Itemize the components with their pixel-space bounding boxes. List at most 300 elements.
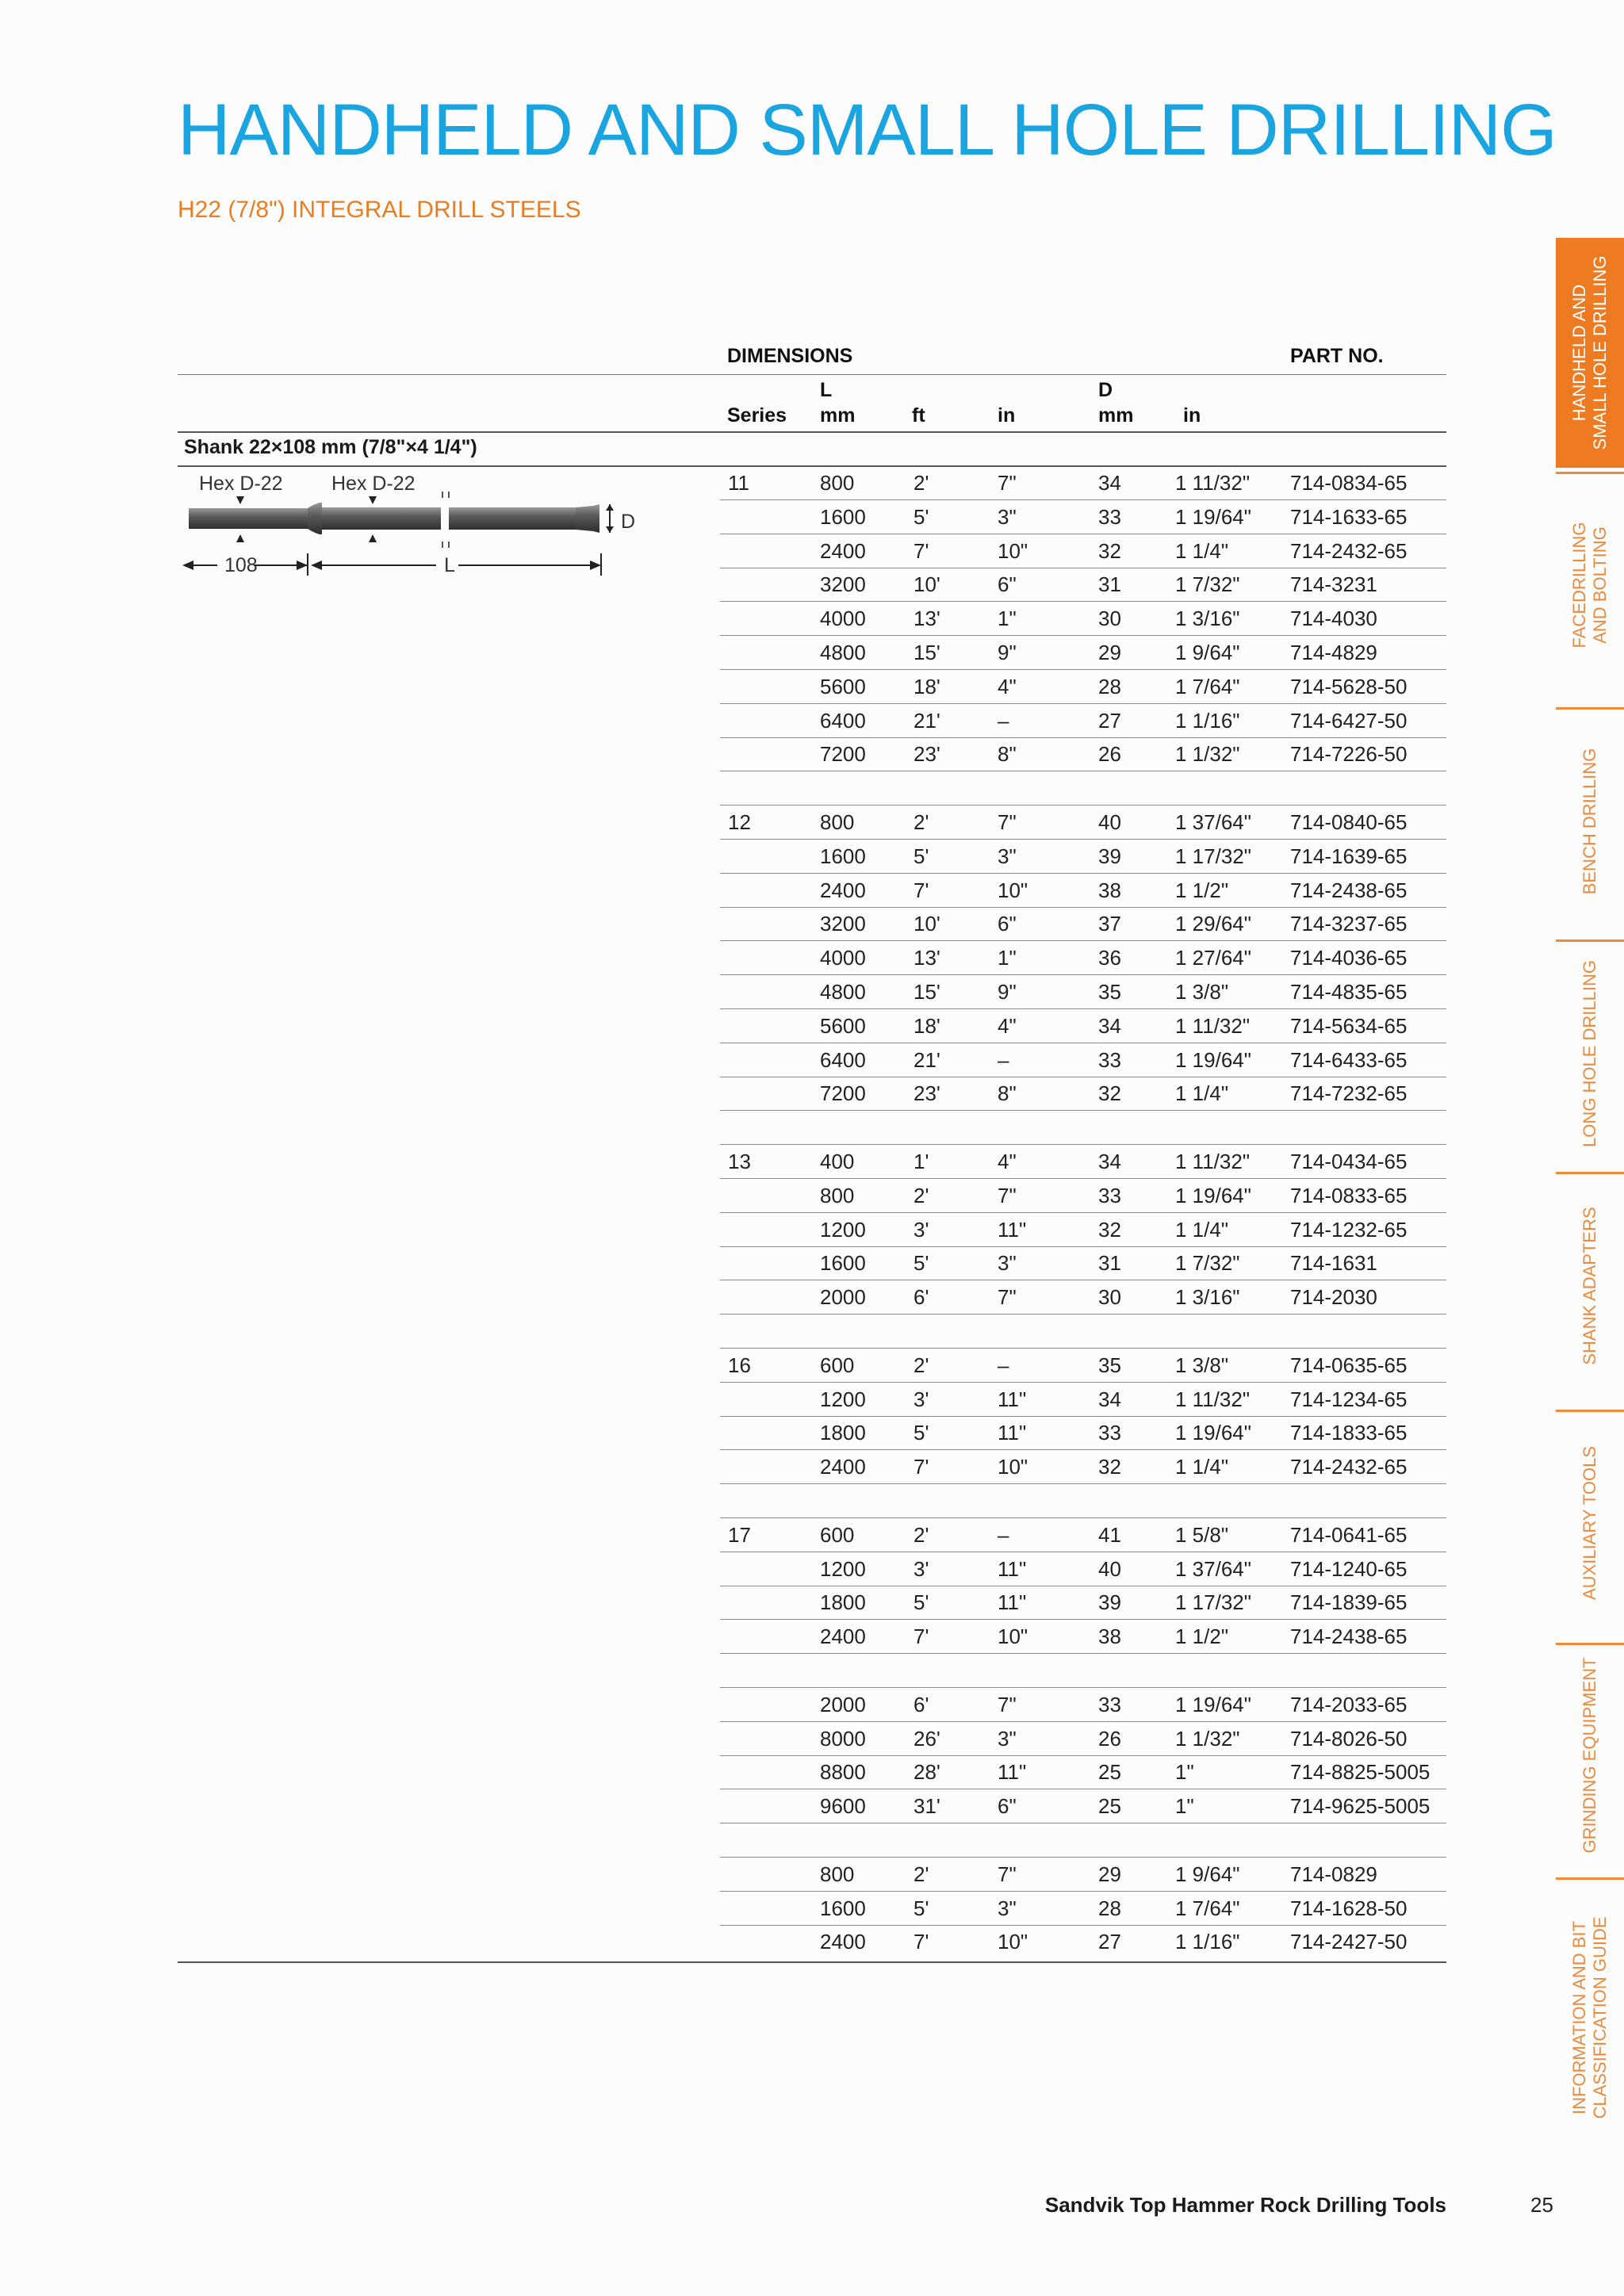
length-in-cell: 7": [998, 1183, 1017, 1207]
diameter-in-cell: 1 27/64": [1175, 946, 1251, 970]
length-mm-cell: 2400: [820, 538, 866, 563]
diameter-in-cell: 1 3/8": [1175, 980, 1229, 1004]
diameter-in-cell: 1 17/32": [1175, 844, 1251, 868]
part-no-cell: 714-0833-65: [1290, 1183, 1408, 1207]
part-no-cell: 714-1628-50: [1290, 1896, 1408, 1920]
length-mm-cell: 9600: [820, 1794, 866, 1819]
page-title: HANDHELD AND SMALL HOLE DRILLING: [178, 90, 1557, 170]
length-mm-cell: 1600: [820, 1251, 866, 1276]
series-cell: 13: [728, 1150, 751, 1173]
length-mm-cell: 600: [820, 1353, 855, 1377]
diameter-mm-cell: 26: [1098, 742, 1121, 767]
length-in-cell: 1": [998, 946, 1017, 970]
part-no-cell: 714-0829: [1290, 1862, 1377, 1886]
length-mm-cell: 1600: [820, 1896, 866, 1920]
part-no-cell: 714-0434-65: [1290, 1150, 1408, 1173]
table-row-divider: [720, 1416, 1446, 1417]
page-subtitle: H22 (7/8") INTEGRAL DRILL STEELS: [178, 197, 581, 223]
diameter-in-cell: 1 9/64": [1175, 641, 1240, 664]
diameter-in-cell: 1 19/64": [1175, 1421, 1251, 1445]
section-tab[interactable]: [1556, 707, 1624, 933]
table-row-divider: [720, 907, 1446, 908]
series-cell: 16: [728, 1353, 751, 1377]
diameter-in-cell: 1 7/64": [1175, 1896, 1240, 1920]
page-number: 25: [1530, 2193, 1553, 2217]
table-row-divider: [720, 1755, 1446, 1756]
length-mm-cell: 1200: [820, 1387, 866, 1411]
diameter-mm-cell: 33: [1098, 1421, 1121, 1445]
part-no-cell: 714-1633-65: [1290, 504, 1408, 529]
part-no-cell: 714-2432-65: [1290, 1455, 1408, 1479]
diameter-in-cell: 1 37/64": [1175, 810, 1251, 834]
length-mm-cell: 3200: [820, 912, 866, 936]
length-mm-cell: 1800: [820, 1590, 866, 1615]
diameter-in-cell: 1 1/2": [1175, 878, 1229, 902]
length-mm-cell: 7200: [820, 1081, 866, 1106]
diameter-mm-header: mm: [1098, 404, 1134, 427]
diameter-mm-cell: 37: [1098, 912, 1121, 936]
length-in-cell: 6": [998, 572, 1017, 597]
table-row-divider: [720, 499, 1446, 500]
header-divider: [178, 374, 1446, 375]
length-ft-cell: 7': [914, 878, 929, 902]
table-row-divider: [720, 1178, 1446, 1179]
part-no-header: PART NO.: [1290, 345, 1384, 367]
diameter-in-header: in: [1183, 404, 1201, 427]
table-row-divider: [720, 1382, 1446, 1383]
length-in-cell: –: [998, 1353, 1009, 1377]
length-mm-cell: 2400: [820, 1930, 866, 1954]
part-no-cell: 714-2033-65: [1290, 1692, 1408, 1716]
diameter-mm-cell: 33: [1098, 504, 1121, 529]
diameter-in-cell: 1 1/16": [1175, 708, 1240, 733]
section-tab-label: AUXILIARY TOOLS: [1580, 1445, 1599, 1601]
length-mm-cell: 1600: [820, 504, 866, 529]
part-no-cell: 714-4835-65: [1290, 980, 1408, 1004]
table-row-divider: [720, 703, 1446, 704]
length-in-cell: 11": [998, 1556, 1027, 1581]
length-ft-cell: 7': [914, 1930, 929, 1954]
diameter-mm-cell: 28: [1098, 674, 1121, 698]
diameter-mm-cell: 34: [1098, 1013, 1121, 1038]
diameter-in-cell: 1 17/32": [1175, 1590, 1251, 1615]
length-ft-cell: 3': [914, 1217, 929, 1242]
part-no-cell: 714-5628-50: [1290, 674, 1408, 698]
diameter-mm-cell: 40: [1098, 810, 1121, 834]
length-mm-cell: 4000: [820, 946, 866, 970]
diameter-mm-cell: 33: [1098, 1692, 1121, 1716]
length-ft-cell: 13': [914, 946, 940, 970]
length-l-label: L: [444, 554, 455, 576]
length-in-header: in: [998, 404, 1016, 427]
length-ft-cell: 23': [914, 1081, 940, 1106]
length-ft-cell: 13': [914, 607, 940, 631]
table-row-divider: [720, 1144, 1446, 1145]
diameter-mm-cell: 34: [1098, 1387, 1121, 1411]
diameter-mm-cell: 31: [1098, 1251, 1121, 1276]
diameter-in-cell: 1 1/4": [1175, 1455, 1229, 1479]
table-row-divider: [720, 669, 1446, 670]
diameter-in-cell: 1 19/64": [1175, 1183, 1251, 1207]
length-ft-cell: 23': [914, 742, 940, 767]
table-row-divider: [720, 1517, 1446, 1518]
part-no-cell: 714-1639-65: [1290, 844, 1408, 868]
length-ft-cell: 5': [914, 844, 929, 868]
series-header: Series: [727, 404, 787, 427]
part-no-cell: 714-1631: [1290, 1251, 1377, 1276]
length-ft-cell: 26': [914, 1726, 940, 1751]
length-in-cell: 7": [998, 471, 1017, 495]
part-no-cell: 714-1234-65: [1290, 1387, 1408, 1411]
diameter-in-cell: 1 7/64": [1175, 674, 1240, 698]
diameter-mm-cell: 27: [1098, 708, 1121, 733]
length-mm-cell: 400: [820, 1150, 855, 1173]
section-tab[interactable]: [1556, 472, 1624, 695]
length-ft-cell: 2': [914, 1522, 929, 1547]
length-in-cell: 6": [998, 912, 1017, 936]
length-ft-cell: 2': [914, 1183, 929, 1207]
part-no-cell: 714-6433-65: [1290, 1047, 1408, 1072]
table-row-divider: [720, 1619, 1446, 1620]
diameter-mm-cell: 39: [1098, 844, 1121, 868]
table-row-divider: [720, 1891, 1446, 1892]
diameter-label: D: [621, 511, 636, 533]
length-ft-cell: 1': [914, 1150, 929, 1173]
length-mm-cell: 2400: [820, 1624, 866, 1649]
section-tab[interactable]: [1556, 1410, 1624, 1634]
part-no-cell: 714-0635-65: [1290, 1353, 1408, 1377]
part-no-cell: 714-9625-5005: [1290, 1794, 1431, 1819]
length-ft-cell: 28': [914, 1760, 940, 1785]
length-mm-cell: 8800: [820, 1760, 866, 1785]
part-no-cell: 714-3231: [1290, 572, 1377, 597]
length-mm-cell: 6400: [820, 1047, 866, 1072]
length-ft-cell: 6': [914, 1285, 929, 1310]
diameter-in-cell: 1 37/64": [1175, 1556, 1251, 1581]
length-in-cell: 7": [998, 1692, 1017, 1716]
length-mm-cell: 7200: [820, 742, 866, 767]
diameter-in-cell: 1 11/32": [1175, 1150, 1251, 1173]
length-in-cell: 8": [998, 1081, 1017, 1106]
part-no-cell: 714-2432-65: [1290, 538, 1408, 563]
length-in-cell: 4": [998, 1013, 1017, 1038]
length-mm-cell: 2400: [820, 1455, 866, 1479]
length-in-cell: 10": [998, 878, 1028, 902]
length-ft-cell: 31': [914, 1794, 940, 1819]
diameter-in-cell: 1 1/4": [1175, 538, 1229, 563]
length-mm-cell: 2400: [820, 878, 866, 902]
length-in-cell: 10": [998, 1455, 1028, 1479]
diameter-mm-cell: 33: [1098, 1183, 1121, 1207]
section-tab-label: HANDHELD AND SMALL HOLE DRILLING: [1569, 255, 1610, 450]
length-ft-cell: 6': [914, 1692, 929, 1716]
diameter-in-cell: 1 1/32": [1175, 742, 1240, 767]
part-no-cell: 714-2427-50: [1290, 1930, 1408, 1954]
length-mm-cell: 800: [820, 1183, 855, 1207]
part-no-cell: 714-0834-65: [1290, 471, 1408, 495]
length-ft-cell: 5': [914, 1896, 929, 1920]
diameter-mm-cell: 36: [1098, 946, 1121, 970]
length-mm-cell: 4000: [820, 607, 866, 631]
series-cell: 11: [728, 471, 749, 495]
part-no-cell: 714-2438-65: [1290, 878, 1408, 902]
table-row-divider: [720, 839, 1446, 840]
diameter-in-cell: 1 1/16": [1175, 1930, 1240, 1954]
part-no-cell: 714-4030: [1290, 607, 1377, 631]
diameter-in-cell: 1": [1175, 1760, 1194, 1785]
diameter-mm-cell: 40: [1098, 1556, 1121, 1581]
diameter-in-cell: 1 11/32": [1175, 1013, 1251, 1038]
length-ft-cell: 10': [914, 912, 940, 936]
section-tab-label: GRINDING EQUIPMENT: [1580, 1657, 1599, 1853]
length-in-cell: 3": [998, 1896, 1017, 1920]
diameter-in-cell: 1 3/16": [1175, 607, 1240, 631]
length-in-cell: 9": [998, 980, 1017, 1004]
table-row-divider: [720, 805, 1446, 806]
section-tab[interactable]: [1556, 1643, 1624, 1865]
part-no-cell: 714-8825-5005: [1290, 1760, 1431, 1785]
length-ft-cell: 21': [914, 1047, 940, 1072]
section-tab[interactable]: [1556, 1172, 1624, 1398]
length-mm-cell: 1600: [820, 844, 866, 868]
length-mm-cell: 5600: [820, 1013, 866, 1038]
diameter-in-cell: 1 7/32": [1175, 1251, 1240, 1276]
part-no-cell: 714-0840-65: [1290, 810, 1408, 834]
length-ft-cell: 5': [914, 1590, 929, 1615]
length-ft-cell: 2': [914, 471, 929, 495]
length-108-label: 108: [224, 554, 258, 576]
length-ft-cell: 18': [914, 674, 940, 698]
header-bottom-rule: [178, 431, 1446, 433]
section-tab-label: BENCH DRILLING: [1580, 748, 1599, 895]
table-row-divider: [720, 1857, 1446, 1858]
length-in-cell: 1": [998, 607, 1017, 631]
diameter-mm-cell: 26: [1098, 1726, 1121, 1751]
diameter-mm-cell: 29: [1098, 641, 1121, 664]
part-no-cell: 714-2030: [1290, 1285, 1377, 1310]
length-mm-cell: 4800: [820, 980, 866, 1004]
table-row-divider: [720, 974, 1446, 975]
length-in-cell: 8": [998, 742, 1017, 767]
length-in-cell: 3": [998, 504, 1017, 529]
length-in-cell: 10": [998, 1624, 1028, 1649]
series-cell: 17: [728, 1522, 751, 1547]
table-row-divider: [720, 1721, 1446, 1722]
length-ft-cell: 5': [914, 504, 929, 529]
length-ft-cell: 21': [914, 708, 940, 733]
table-row-divider: [720, 601, 1446, 602]
section-tab-label: INFORMATION AND BIT CLASSIFICATION GUIDE: [1569, 1915, 1610, 2119]
length-mm-cell: 2000: [820, 1285, 866, 1310]
part-no-cell: 714-1240-65: [1290, 1556, 1408, 1581]
length-mm-cell: 800: [820, 471, 855, 495]
drill-steel-diagram: [181, 466, 672, 589]
table-row-divider: [720, 1449, 1446, 1450]
diameter-mm-cell: 41: [1098, 1522, 1121, 1547]
length-in-cell: 7": [998, 1285, 1017, 1310]
diameter-mm-cell: 28: [1098, 1896, 1121, 1920]
diameter-mm-cell: 35: [1098, 980, 1121, 1004]
shank-label: Shank 22×108 mm (7/8"×4 1/4"): [184, 436, 477, 458]
length-in-cell: 11": [998, 1421, 1027, 1445]
length-in-cell: –: [998, 708, 1009, 733]
length-mm-cell: 600: [820, 1522, 855, 1547]
diameter-mm-cell: 32: [1098, 1081, 1121, 1106]
table-row-divider: [720, 1925, 1446, 1926]
diameter-in-cell: 1 1/4": [1175, 1217, 1229, 1242]
length-ft-cell: 7': [914, 538, 929, 563]
table-row-divider: [720, 1653, 1446, 1654]
length-ft-cell: 7': [914, 1455, 929, 1479]
length-in-cell: 11": [998, 1590, 1027, 1615]
length-mm-cell: 4800: [820, 641, 866, 664]
part-no-cell: 714-3237-65: [1290, 912, 1408, 936]
length-in-cell: 3": [998, 1251, 1017, 1276]
diameter-in-cell: 1 19/64": [1175, 1692, 1251, 1716]
diameter-mm-cell: 33: [1098, 1047, 1121, 1072]
length-header: L: [820, 379, 833, 401]
diameter-mm-cell: 34: [1098, 1150, 1121, 1173]
length-ft-cell: 15': [914, 980, 940, 1004]
part-no-cell: 714-4036-65: [1290, 946, 1408, 970]
length-in-cell: 10": [998, 538, 1028, 563]
part-no-cell: 714-0641-65: [1290, 1522, 1408, 1547]
diameter-mm-cell: 31: [1098, 572, 1121, 597]
table-row-divider: [720, 1246, 1446, 1247]
length-ft-cell: 5': [914, 1251, 929, 1276]
part-no-cell: 714-1839-65: [1290, 1590, 1408, 1615]
diameter-in-cell: 1 1/2": [1175, 1624, 1229, 1649]
diameter-mm-cell: 25: [1098, 1794, 1121, 1819]
length-ft-cell: 2': [914, 810, 929, 834]
part-no-cell: 714-4829: [1290, 641, 1377, 664]
table-row-divider: [720, 1483, 1446, 1484]
table-row-divider: [720, 635, 1446, 636]
length-ft-cell: 3': [914, 1556, 929, 1581]
part-no-cell: 714-6427-50: [1290, 708, 1408, 733]
length-ft-cell: 2': [914, 1862, 929, 1886]
section-tab[interactable]: [1556, 939, 1624, 1165]
diameter-mm-cell: 34: [1098, 471, 1121, 495]
part-no-cell: 714-8026-50: [1290, 1726, 1408, 1751]
length-mm-cell: 3200: [820, 572, 866, 597]
dimensions-header: DIMENSIONS: [727, 345, 853, 367]
diameter-mm-cell: 32: [1098, 1455, 1121, 1479]
diameter-in-cell: 1 3/8": [1175, 1353, 1229, 1377]
length-ft-cell: 10': [914, 572, 940, 597]
part-no-cell: 714-7232-65: [1290, 1081, 1408, 1106]
table-row-divider: [720, 1008, 1446, 1009]
length-ft-cell: 18': [914, 1013, 940, 1038]
length-ft-cell: 15': [914, 641, 940, 664]
length-in-cell: 4": [998, 1150, 1017, 1173]
section-tab-label: LONG HOLE DRILLING: [1580, 960, 1599, 1147]
length-in-cell: 3": [998, 844, 1017, 868]
length-in-cell: 11": [998, 1760, 1027, 1785]
diameter-mm-cell: 38: [1098, 1624, 1121, 1649]
section-tab-label: FACEDRILLING AND BOLTING: [1569, 522, 1610, 648]
table-row-divider: [720, 1212, 1446, 1213]
diameter-mm-cell: 27: [1098, 1930, 1121, 1954]
length-mm-header: mm: [820, 404, 856, 427]
diameter-mm-cell: 35: [1098, 1353, 1121, 1377]
part-no-cell: 714-2438-65: [1290, 1624, 1408, 1649]
length-in-cell: 3": [998, 1726, 1017, 1751]
table-row-divider: [720, 737, 1446, 738]
diameter-mm-cell: 32: [1098, 1217, 1121, 1242]
table-bottom-rule: [178, 1961, 1446, 1963]
length-mm-cell: 1800: [820, 1421, 866, 1445]
diameter-in-cell: 1 19/64": [1175, 1047, 1251, 1072]
length-mm-cell: 1200: [820, 1556, 866, 1581]
footer-title: Sandvik Top Hammer Rock Drilling Tools: [1044, 2193, 1446, 2217]
diameter-mm-cell: 39: [1098, 1590, 1121, 1615]
diameter-in-cell: 1 1/4": [1175, 1081, 1229, 1106]
length-in-cell: 7": [998, 1862, 1017, 1886]
hex-label-1: Hex D-22: [199, 473, 283, 495]
series-cell: 12: [728, 810, 751, 834]
section-tab-label: SHANK ADAPTERS: [1580, 1207, 1599, 1365]
part-no-cell: 714-5634-65: [1290, 1013, 1408, 1038]
diameter-mm-cell: 25: [1098, 1760, 1121, 1785]
diameter-in-cell: 1 11/32": [1175, 1387, 1251, 1411]
length-mm-cell: 5600: [820, 674, 866, 698]
length-in-cell: –: [998, 1047, 1009, 1072]
length-ft-cell: 7': [914, 1624, 929, 1649]
diameter-in-cell: 1 3/16": [1175, 1285, 1240, 1310]
table-row-divider: [720, 1687, 1446, 1688]
length-in-cell: 6": [998, 1794, 1017, 1819]
diameter-mm-cell: 30: [1098, 1285, 1121, 1310]
diameter-mm-cell: 30: [1098, 607, 1121, 631]
section-tab[interactable]: [1556, 1877, 1624, 2155]
length-mm-cell: 2000: [820, 1692, 866, 1716]
diameter-mm-cell: 38: [1098, 878, 1121, 902]
table-row-divider: [720, 940, 1446, 941]
length-mm-cell: 8000: [820, 1726, 866, 1751]
diameter-in-cell: 1 1/32": [1175, 1726, 1240, 1751]
table-row-divider: [720, 873, 1446, 874]
length-mm-cell: 1200: [820, 1217, 866, 1242]
length-in-cell: 10": [998, 1930, 1028, 1954]
section-tab[interactable]: [1556, 238, 1624, 468]
length-in-cell: –: [998, 1522, 1009, 1547]
diameter-in-cell: 1 11/32": [1175, 471, 1251, 495]
diameter-mm-cell: 32: [1098, 538, 1121, 563]
length-ft-header: ft: [912, 404, 925, 427]
length-mm-cell: 800: [820, 1862, 855, 1886]
part-no-cell: 714-1833-65: [1290, 1421, 1408, 1445]
diameter-in-cell: 1": [1175, 1794, 1194, 1819]
length-in-cell: 7": [998, 810, 1017, 834]
diameter-in-cell: 1 5/8": [1175, 1522, 1229, 1547]
diameter-in-cell: 1 7/32": [1175, 572, 1240, 597]
diameter-mm-cell: 29: [1098, 1862, 1121, 1886]
length-in-cell: 11": [998, 1387, 1027, 1411]
length-mm-cell: 800: [820, 810, 855, 834]
hex-label-2: Hex D-22: [331, 473, 416, 495]
length-in-cell: 11": [998, 1217, 1027, 1242]
length-in-cell: 9": [998, 641, 1017, 664]
diameter-in-cell: 1 9/64": [1175, 1862, 1240, 1886]
length-mm-cell: 6400: [820, 708, 866, 733]
part-no-cell: 714-1232-65: [1290, 1217, 1408, 1242]
diameter-in-cell: 1 19/64": [1175, 504, 1251, 529]
table-row-divider: [720, 1110, 1446, 1111]
diameter-in-cell: 1 29/64": [1175, 912, 1251, 936]
length-ft-cell: 5': [914, 1421, 929, 1445]
diameter-header: D: [1098, 379, 1113, 401]
